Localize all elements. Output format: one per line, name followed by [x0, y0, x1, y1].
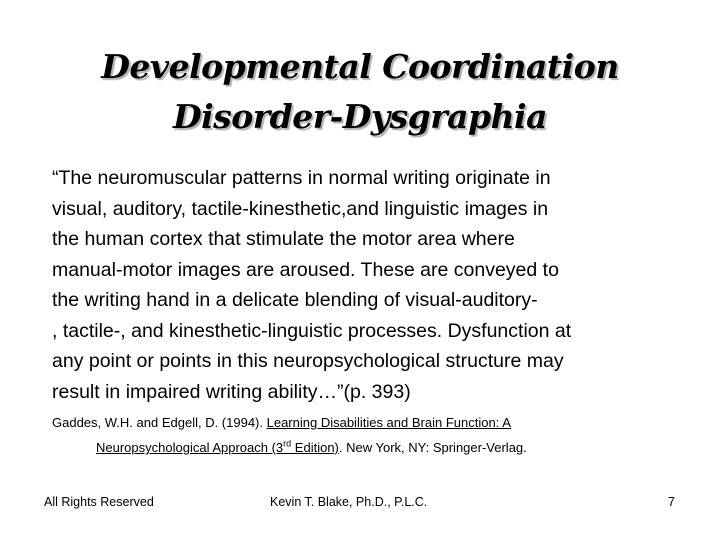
quote-line: any point or points in this neuropsychological structure may	[52, 350, 564, 372]
footer-copyright: All Rights Reserved	[44, 495, 154, 509]
footer-author: Kevin T. Blake, Ph.D., P.L.C.	[270, 495, 428, 509]
quote-line: visual, auditory, tactile-kinesthetic,and linguistic images in	[52, 197, 549, 220]
quote-line: manual-motor images are aroused. These are conveyed to	[52, 258, 559, 281]
slide-title	[0, 42, 720, 142]
citation-book-title-part-1: Learning Disabilities and Brain Function: A	[266, 415, 511, 430]
citation-book-title-text: Neuropsychological Approach (3	[96, 440, 284, 455]
citation-line-2	[52, 435, 692, 460]
citation-book-title-end: Edition)	[291, 440, 339, 455]
citation	[52, 410, 692, 460]
quote-line: “The neuromuscular patterns in normal writing originate in	[52, 167, 551, 189]
citation-edition-superscript: rd	[283, 438, 292, 449]
quote-line: result in impaired writing ability…”(p. 393)	[52, 380, 411, 403]
slide-title-line-2: Disorder-Dysgraphia	[173, 97, 547, 136]
slide-title-line-1: Developmental Coordination	[101, 47, 619, 86]
footer-page-number: 7	[668, 495, 675, 509]
citation-authors: Gaddes, W.H. and Edgell, D. (1994).	[52, 415, 267, 430]
quote-line: the human cortex that stimulate the motor area where	[52, 228, 515, 250]
quote-text	[52, 163, 700, 407]
quote-line: , tactile-, and kinesthetic-linguistic processes. Dysfunction at	[52, 319, 572, 342]
citation-book-title-part-2	[96, 440, 339, 455]
quote-line: the writing hand in a delicate blending of visual-auditory-	[52, 289, 538, 311]
citation-publisher: . New York, NY: Springer-Verlag.	[338, 440, 527, 455]
citation-line-1	[52, 410, 692, 435]
